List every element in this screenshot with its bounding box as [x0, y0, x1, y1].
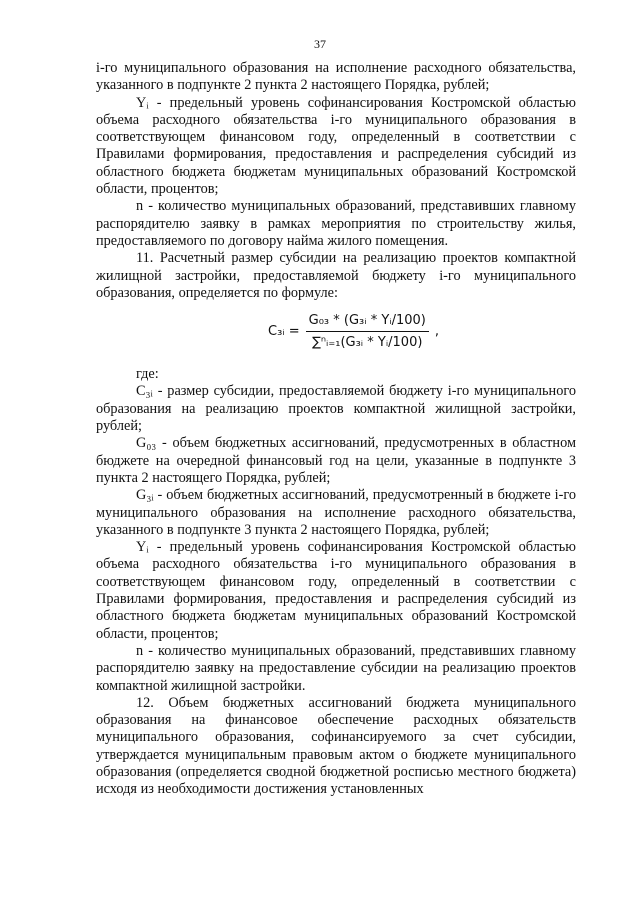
fraction-bar	[306, 331, 429, 332]
formula-denominator: ∑ⁿᵢ₌₁(G₃ᵢ * Yᵢ/100)	[312, 335, 423, 351]
paragraph-yi-definition: Yᵢ - предельный уровень софинансирования Костромской областью объема расходного обязательства i-го муниципального образования в соответствующем финансовом году, определенный в соответствии с Правилами формирования, предоставления и распределения субсидий из областного бюджета бюджетам муниципальных образований Костромской области, процентов;	[96, 94, 576, 198]
formula-subsidy	[96, 308, 576, 362]
paragraph-g3i-definition: G₃ᵢ - объем бюджетных ассигнований, предусмотренный в бюджете i-го муниципального образования на исполнение расходного обязательства, указанного в подпункте 3 пункта 2 настоящего Порядка, рублей;	[96, 487, 576, 538]
formula-fraction	[306, 312, 429, 352]
formula-numerator: G₀₃ * (G₃ᵢ * Yᵢ/100)	[308, 313, 426, 329]
page-number: 37	[314, 37, 326, 51]
paragraph-yi-definition-2: Yᵢ - предельный уровень софинансирования Костромской областью объема расходного обязательства i-го муниципального образования в соответствующем финансовом году, определенный в соответствии с Правилами формирования, предоставления и распределения субсидий из областного бюджета бюджетам муниципальных образований Костромской области, процентов;	[96, 539, 576, 642]
paragraph-clause-11: 11. Расчетный размер субсидии на реализацию проектов компактной жилищной застройки, предоставляемой бюджету i-го муниципального образования, определяется по формуле:	[96, 250, 576, 301]
paragraph-g03-definition: G₀₃ - объем бюджетных ассигнований, предусмотренных в областном бюджете на очередной финансовый год на цели, указанные в подпункте 3 пункта 2 настоящего Порядка, рублей;	[96, 435, 576, 486]
paragraph-continuation: i-го муниципального образования на исполнение расходного обязательства, указанного в подпункте 2 пункта 2 настоящего Порядка, рублей;	[96, 60, 576, 94]
paragraph-clause-12: 12. Объем бюджетных ассигнований бюджета муниципального образования на финансовое обеспечение расходных обязательств муниципального образования, софинансируемого за счет субсидии, утверждается муниципальным правовым актом о бюджете муниципального образования (определяется сводной бюджетной росписью местного бюджета) исходя из необходимости достижения установленных	[96, 694, 576, 798]
formula-comma: ,	[434, 324, 440, 340]
formula-lhs: C₃ᵢ =	[268, 324, 300, 340]
document-body	[96, 60, 576, 799]
paragraph-c3i-definition: C₃ᵢ - размер субсидии, предоставляемой бюджету i-го муниципального образования на реализацию проектов компактной жилищной застройки, рублей;	[96, 383, 576, 435]
formula-expression	[268, 312, 439, 352]
paragraph-n-definition-2: n - количество муниципальных образований, представивших главному распорядителю заявку на предоставление субсидии на реализацию проектов компактной жилищной застройки.	[96, 642, 576, 694]
paragraph-n-definition: n - количество муниципальных образований, представивших главному распорядителю заявку в рамках мероприятия по строительству жилья, предоставляемого по договору найма жилого помещения.	[96, 198, 576, 249]
paragraph-where: где:	[136, 366, 159, 383]
